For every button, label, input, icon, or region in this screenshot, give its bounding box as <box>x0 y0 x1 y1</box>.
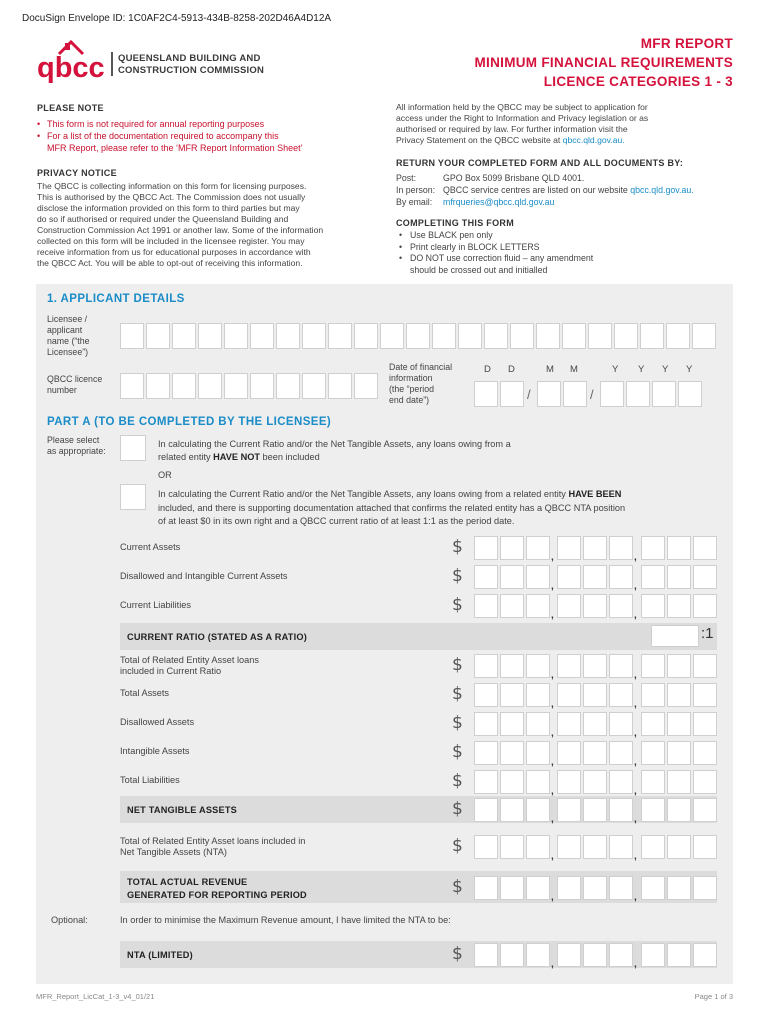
optional-label: Optional: <box>51 915 88 925</box>
info-text: All information held by the QBCC may be subject to application for access under the Right to Information and Privacy legislation or as authorised or required by law. For further information visit the Privacy Statement on the QBCC website at qbcc.qld.gov.au. <box>396 102 649 145</box>
nta-digit-cell[interactable] <box>667 798 691 822</box>
intangible-assets-digit-cell[interactable] <box>474 741 498 765</box>
licence-char-cell[interactable] <box>198 373 222 399</box>
disallowed-assets-digit-cell[interactable] <box>526 712 550 736</box>
thousands-separator: , <box>551 581 554 592</box>
current-assets-digit-cell[interactable] <box>526 536 550 560</box>
qbcc-logo-icon <box>37 30 107 86</box>
licence-char-cell[interactable] <box>276 373 300 399</box>
thousands-separator: , <box>634 892 637 903</box>
total-liabilities-digit-cell[interactable] <box>500 770 524 794</box>
current-liabilities-digit-cell[interactable] <box>557 594 581 618</box>
name-char-cell[interactable] <box>406 323 430 349</box>
disallowed-current-assets-digit-cell[interactable] <box>474 565 498 589</box>
licence-char-cell[interactable] <box>354 373 378 399</box>
dollar-sign: $ <box>452 771 463 791</box>
date-char-cell[interactable] <box>500 381 524 407</box>
current-liabilities-digit-cell[interactable] <box>667 594 691 618</box>
total-liabilities-digit-cell[interactable] <box>641 770 665 794</box>
logo-wordmark: QUEENSLAND BUILDING AND CONSTRUCTION COMMISSION <box>118 53 265 76</box>
revenue-digit-cell[interactable] <box>500 876 524 900</box>
name-char-cell[interactable] <box>224 323 248 349</box>
related-entity-nta-digit-cell[interactable] <box>557 835 581 859</box>
thousands-separator: , <box>634 581 637 592</box>
dollar-sign: $ <box>452 684 463 704</box>
optional-text: In order to minimise the Maximum Revenue amount, I have limited the NTA to be: <box>120 915 451 925</box>
disallowed-current-assets-digit-cell[interactable] <box>667 565 691 589</box>
disallowed-assets-digit-cell[interactable] <box>557 712 581 736</box>
total-assets-digit-cell[interactable] <box>474 683 498 707</box>
intangible-assets-digit-cell[interactable] <box>609 741 633 765</box>
current-assets-digit-cell[interactable] <box>583 536 607 560</box>
form-title: MFR REPORT MINIMUM FINANCIAL REQUIREMENTS LICENCE CATEGORIES 1 - 3 <box>474 36 733 89</box>
name-char-cell[interactable] <box>640 323 664 349</box>
total-liabilities-digit-cell[interactable] <box>557 770 581 794</box>
thousands-separator: , <box>551 892 554 903</box>
disallowed-current-assets-digit-cell[interactable] <box>693 565 717 589</box>
current-liabilities-digit-cell[interactable] <box>641 594 665 618</box>
option-have-not-checkbox[interactable] <box>120 435 146 461</box>
revenue-digit-cell[interactable] <box>609 876 633 900</box>
current-assets-digit-cell[interactable] <box>500 536 524 560</box>
date-header-d: D <box>508 364 515 375</box>
total-liabilities-digit-cell[interactable] <box>667 770 691 794</box>
related-entity-nta-digit-cell[interactable] <box>526 835 550 859</box>
please-note-list: • This form is not required for annual reporting purposes • For a list of the documentation required to accompany this MFR Report, please refer to the ‘MFR Report Information Sheet’ <box>37 118 377 154</box>
total-liabilities-label: Total Liabilities <box>120 775 180 785</box>
disallowed-assets-digit-cell[interactable] <box>609 712 633 736</box>
dollar-sign: $ <box>452 655 463 675</box>
revenue-digit-cell[interactable] <box>557 876 581 900</box>
revenue-digit-cell[interactable] <box>667 876 691 900</box>
thousands-separator: , <box>551 786 554 797</box>
name-char-cell[interactable] <box>198 323 222 349</box>
nta-label: NET TANGIBLE ASSETS <box>127 805 237 815</box>
dollar-sign: $ <box>452 877 463 897</box>
related-entity-current-digit-cell[interactable] <box>526 654 550 678</box>
current-assets-digit-cell[interactable] <box>693 536 717 560</box>
nta-limited-label: NTA (LIMITED) <box>127 950 193 960</box>
name-char-cell[interactable] <box>458 323 482 349</box>
date-char-cell[interactable] <box>537 381 561 407</box>
service-centres-link[interactable]: qbcc.qld.gov.au. <box>630 185 694 195</box>
thousands-separator: , <box>551 699 554 710</box>
name-char-cell[interactable] <box>484 323 508 349</box>
revenue-digit-cell[interactable] <box>583 876 607 900</box>
name-char-cell[interactable] <box>380 323 404 349</box>
nta-limited-digit-cell[interactable] <box>500 943 524 967</box>
dollar-sign: $ <box>452 595 463 615</box>
total-assets-label: Total Assets <box>120 688 170 698</box>
period-end-date-label: Date of financial information (the “period end date”) <box>389 362 453 405</box>
current-liabilities-digit-cell[interactable] <box>693 594 717 618</box>
envelope-id: DocuSign Envelope ID: 1C0AF2C4-5913-434B-8258-202D46A4D12A <box>22 13 332 24</box>
total-assets-digit-cell[interactable] <box>500 683 524 707</box>
name-char-cell[interactable] <box>588 323 612 349</box>
please-note-heading: PLEASE NOTE <box>37 103 104 113</box>
name-char-cell[interactable] <box>510 323 534 349</box>
related-entity-current-digit-cell[interactable] <box>474 654 498 678</box>
licence-char-cell[interactable] <box>302 373 326 399</box>
licensee-name-label: Licensee / applicant name (“the Licensee”) <box>47 314 90 357</box>
nta-limited-digit-cell[interactable] <box>641 943 665 967</box>
date-char-cell[interactable] <box>563 381 587 407</box>
name-char-cell[interactable] <box>172 323 196 349</box>
related-entity-current-label: Total of Related Entity Asset loans included in Current Ratio <box>120 655 259 676</box>
related-entity-nta-digit-cell[interactable] <box>500 835 524 859</box>
current-assets-digit-cell[interactable] <box>667 536 691 560</box>
disallowed-assets-digit-cell[interactable] <box>583 712 607 736</box>
total-assets-digit-cell[interactable] <box>693 683 717 707</box>
current-assets-label: Current Assets <box>120 542 181 552</box>
date-header-y: Y <box>638 364 645 375</box>
nta-digit-cell[interactable] <box>641 798 665 822</box>
date-header-y: Y <box>612 364 619 375</box>
disallowed-current-assets-label: Disallowed and Intangible Current Assets <box>120 571 288 581</box>
disallowed-assets-digit-cell[interactable] <box>693 712 717 736</box>
return-heading: RETURN YOUR COMPLETED FORM AND ALL DOCUMENTS BY: <box>396 158 684 168</box>
disallowed-assets-digit-cell[interactable] <box>500 712 524 736</box>
current-assets-digit-cell[interactable] <box>474 536 498 560</box>
name-char-cell[interactable] <box>354 323 378 349</box>
nta-limited-digit-cell[interactable] <box>609 943 633 967</box>
thousands-separator: , <box>551 728 554 739</box>
return-details: Post: GPO Box 5099 Brisbane QLD 4001. In person: QBCC service centres are listed on our website qbcc.qld.gov.au. By email: mfrqueries@qbcc.qld.gov.au <box>396 173 694 207</box>
or-label: OR <box>158 470 172 480</box>
total-assets-digit-cell[interactable] <box>557 683 581 707</box>
current-liabilities-digit-cell[interactable] <box>474 594 498 618</box>
privacy-text: The QBCC is collecting information on this form for licensing purposes. This is authorised by the QBCC Act. The Commission does not usually disclose the information provided on this form to third parties but may do so if authorised or required under the Queensland Building and Construction Commission Act 1991 or another law. Some of the information collected on this form will be included in the licensee register. You may receive information from us for educational purposes in accordance with the QBCC Act. You will be able to opt-out of receiving this information. <box>37 181 324 268</box>
total-liabilities-digit-cell[interactable] <box>609 770 633 794</box>
name-char-cell[interactable] <box>302 323 326 349</box>
disallowed-current-assets-digit-cell[interactable] <box>557 565 581 589</box>
date-separator: / <box>527 387 531 402</box>
name-char-cell[interactable] <box>692 323 716 349</box>
related-entity-nta-digit-cell[interactable] <box>667 835 691 859</box>
qbcc-website-link[interactable]: qbcc.qld.gov.au. <box>562 135 625 145</box>
name-char-cell[interactable] <box>328 323 352 349</box>
revenue-digit-cell[interactable] <box>693 876 717 900</box>
current-liabilities-digit-cell[interactable] <box>500 594 524 618</box>
total-assets-digit-cell[interactable] <box>526 683 550 707</box>
disallowed-assets-label: Disallowed Assets <box>120 717 195 727</box>
intangible-assets-digit-cell[interactable] <box>526 741 550 765</box>
thousands-separator: , <box>551 610 554 621</box>
intangible-assets-digit-cell[interactable] <box>500 741 524 765</box>
related-entity-current-digit-cell[interactable] <box>500 654 524 678</box>
total-liabilities-digit-cell[interactable] <box>474 770 498 794</box>
date-header-y: Y <box>662 364 669 375</box>
licence-char-cell[interactable] <box>146 373 170 399</box>
dollar-sign: $ <box>452 566 463 586</box>
footer-form-code: MFR_Report_LicCat_1-3_v4_01/21 <box>36 992 155 1001</box>
applicant-details-heading: 1. APPLICANT DETAILS <box>47 293 185 305</box>
email-link[interactable]: mfrqueries@qbcc.qld.gov.au <box>443 197 555 207</box>
disallowed-current-assets-digit-cell[interactable] <box>609 565 633 589</box>
thousands-separator: , <box>634 814 637 825</box>
date-header-y: Y <box>686 364 693 375</box>
nta-digit-cell[interactable] <box>500 798 524 822</box>
nta-digit-cell[interactable] <box>609 798 633 822</box>
disallowed-current-assets-digit-cell[interactable] <box>526 565 550 589</box>
logo-divider <box>111 52 113 76</box>
nta-limited-digit-cell[interactable] <box>693 943 717 967</box>
intangible-assets-digit-cell[interactable] <box>641 741 665 765</box>
related-entity-nta-digit-cell[interactable] <box>641 835 665 859</box>
related-entity-current-digit-cell[interactable] <box>693 654 717 678</box>
date-header-d: D <box>484 364 491 375</box>
date-char-cell[interactable] <box>474 381 498 407</box>
current-assets-digit-cell[interactable] <box>609 536 633 560</box>
dollar-sign: $ <box>452 713 463 733</box>
related-entity-nta-digit-cell[interactable] <box>583 835 607 859</box>
name-char-cell[interactable] <box>614 323 638 349</box>
thousands-separator: , <box>551 670 554 681</box>
nta-digit-cell[interactable] <box>526 798 550 822</box>
date-char-cell[interactable] <box>600 381 624 407</box>
name-char-cell[interactable] <box>666 323 690 349</box>
privacy-heading: PRIVACY NOTICE <box>37 168 117 178</box>
nta-digit-cell[interactable] <box>557 798 581 822</box>
current-liabilities-label: Current Liabilities <box>120 600 191 610</box>
current-ratio-label: CURRENT RATIO (STATED AS A RATIO) <box>127 632 307 642</box>
related-entity-nta-digit-cell[interactable] <box>474 835 498 859</box>
thousands-separator: , <box>634 728 637 739</box>
option-have-been-text: In calculating the Current Ratio and/or the Net Tangible Assets, any loans owing from a related entity HAVE BEEN included, and there is supporting documentation attached that confirms the related entity has a QBCC NTA position of at least $0 in its own right and a QBCC current ratio of at least 1:1 as the period date. <box>158 489 626 526</box>
dollar-sign: $ <box>452 836 463 856</box>
nta-limited-digit-cell[interactable] <box>583 943 607 967</box>
dollar-sign: $ <box>452 742 463 762</box>
total-assets-digit-cell[interactable] <box>667 683 691 707</box>
related-entity-nta-digit-cell[interactable] <box>609 835 633 859</box>
name-char-cell[interactable] <box>432 323 456 349</box>
name-char-cell[interactable] <box>146 323 170 349</box>
part-a-heading: PART A (TO BE COMPLETED BY THE LICENSEE) <box>47 416 332 428</box>
total-assets-digit-cell[interactable] <box>609 683 633 707</box>
dollar-sign: $ <box>452 537 463 557</box>
date-header-m: M <box>570 364 578 375</box>
thousands-separator: , <box>551 959 554 970</box>
current-liabilities-digit-cell[interactable] <box>583 594 607 618</box>
date-separator: / <box>590 387 594 402</box>
thousands-separator: , <box>634 699 637 710</box>
current-assets-digit-cell[interactable] <box>641 536 665 560</box>
date-header-m: M <box>546 364 554 375</box>
disallowed-assets-digit-cell[interactable] <box>641 712 665 736</box>
nta-limited-digit-cell[interactable] <box>667 943 691 967</box>
intangible-assets-digit-cell[interactable] <box>583 741 607 765</box>
intangible-assets-digit-cell[interactable] <box>667 741 691 765</box>
thousands-separator: , <box>551 814 554 825</box>
option-have-been-checkbox[interactable] <box>120 484 146 510</box>
nta-limited-digit-cell[interactable] <box>526 943 550 967</box>
nta-digit-cell[interactable] <box>583 798 607 822</box>
dollar-sign: $ <box>452 944 463 964</box>
licence-char-cell[interactable] <box>120 373 144 399</box>
svg-text:qbcc: qbcc <box>37 52 105 84</box>
related-entity-current-digit-cell[interactable] <box>641 654 665 678</box>
intangible-assets-digit-cell[interactable] <box>693 741 717 765</box>
disallowed-current-assets-digit-cell[interactable] <box>641 565 665 589</box>
related-entity-current-digit-cell[interactable] <box>667 654 691 678</box>
nta-limited-digit-cell[interactable] <box>474 943 498 967</box>
disallowed-current-assets-digit-cell[interactable] <box>500 565 524 589</box>
date-char-cell[interactable] <box>652 381 676 407</box>
revenue-digit-cell[interactable] <box>526 876 550 900</box>
current-liabilities-digit-cell[interactable] <box>609 594 633 618</box>
name-char-cell[interactable] <box>250 323 274 349</box>
revenue-digit-cell[interactable] <box>474 876 498 900</box>
current-liabilities-digit-cell[interactable] <box>526 594 550 618</box>
ratio-suffix: :1 <box>701 625 714 642</box>
thousands-separator: , <box>551 757 554 768</box>
date-char-cell[interactable] <box>626 381 650 407</box>
disallowed-assets-digit-cell[interactable] <box>667 712 691 736</box>
licence-char-cell[interactable] <box>328 373 352 399</box>
name-char-cell[interactable] <box>562 323 586 349</box>
licence-number-label: QBCC licence number <box>47 374 103 395</box>
revenue-label: TOTAL ACTUAL REVENUE GENERATED FOR REPORTING PERIOD <box>127 877 307 900</box>
disallowed-current-assets-digit-cell[interactable] <box>583 565 607 589</box>
intangible-assets-digit-cell[interactable] <box>557 741 581 765</box>
related-entity-current-digit-cell[interactable] <box>583 654 607 678</box>
nta-digit-cell[interactable] <box>474 798 498 822</box>
name-char-cell[interactable] <box>536 323 560 349</box>
date-char-cell[interactable] <box>678 381 702 407</box>
current-ratio-row <box>120 623 717 650</box>
option-have-not-text: In calculating the Current Ratio and/or the Net Tangible Assets, any loans owing from a related entity HAVE NOT been included <box>158 439 511 462</box>
current-ratio-input[interactable] <box>651 625 699 647</box>
thousands-separator: , <box>634 610 637 621</box>
name-char-cell[interactable] <box>276 323 300 349</box>
licence-char-cell[interactable] <box>172 373 196 399</box>
select-label: Please select as appropriate: <box>47 435 106 456</box>
nta-limited-digit-cell[interactable] <box>557 943 581 967</box>
thousands-separator: , <box>634 786 637 797</box>
thousands-separator: , <box>551 552 554 563</box>
footer-page-number: Page 1 of 3 <box>694 992 733 1001</box>
total-liabilities-digit-cell[interactable] <box>693 770 717 794</box>
total-liabilities-digit-cell[interactable] <box>583 770 607 794</box>
thousands-separator: , <box>634 670 637 681</box>
licence-char-cell[interactable] <box>250 373 274 399</box>
nta-digit-cell[interactable] <box>693 798 717 822</box>
thousands-separator: , <box>634 959 637 970</box>
total-liabilities-digit-cell[interactable] <box>526 770 550 794</box>
related-entity-nta-digit-cell[interactable] <box>693 835 717 859</box>
intangible-assets-label: Intangible Assets <box>120 746 190 756</box>
total-assets-digit-cell[interactable] <box>641 683 665 707</box>
related-entity-nta-label: Total of Related Entity Asset loans included in Net Tangible Assets (NTA) <box>120 836 306 857</box>
licence-char-cell[interactable] <box>224 373 248 399</box>
completing-list: • Use BLACK pen only • Print clearly in BLOCK LETTERS • DO NOT use correction fluid – any amendment should be crossed out and initialled <box>396 230 736 276</box>
name-char-cell[interactable] <box>120 323 144 349</box>
related-entity-current-digit-cell[interactable] <box>557 654 581 678</box>
total-assets-digit-cell[interactable] <box>583 683 607 707</box>
related-entity-current-digit-cell[interactable] <box>609 654 633 678</box>
thousands-separator: , <box>551 851 554 862</box>
dollar-sign: $ <box>452 799 463 819</box>
thousands-separator: , <box>634 851 637 862</box>
thousands-separator: , <box>634 552 637 563</box>
disallowed-assets-digit-cell[interactable] <box>474 712 498 736</box>
revenue-digit-cell[interactable] <box>641 876 665 900</box>
thousands-separator: , <box>634 757 637 768</box>
current-assets-digit-cell[interactable] <box>557 536 581 560</box>
completing-heading: COMPLETING THIS FORM <box>396 218 514 228</box>
